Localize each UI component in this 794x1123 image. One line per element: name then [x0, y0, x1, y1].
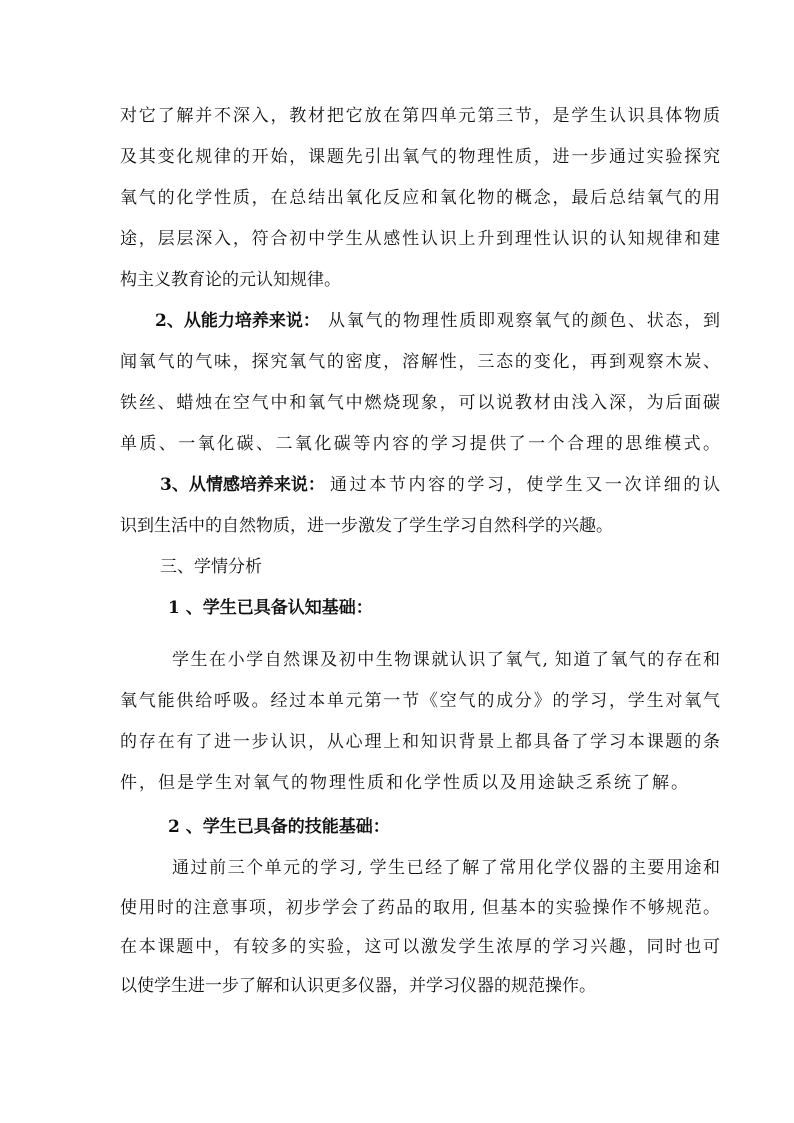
sub1-line-3: 的存在有了进一步认识，从心理上和知识背景上都具备了学习本课题的条	[120, 732, 720, 752]
sub2-line-3: 在本课题中，有较多的实验，这可以激发学生浓厚的学习兴趣，同时也可	[120, 937, 720, 957]
paragraph2-line-4: 单质、一氧化碳、二氧化碳等内容的学习提供了一个合理的思维模式。	[120, 434, 720, 454]
sub1-line-1: 学生在小学自然课及初中生物课就认识了氧气, 知道了氧气的存在和	[172, 650, 720, 670]
paragraph2-line-2: 闻氧气的气味，探究氧气的密度，溶解性，三态的变化，再到观察木炭、	[120, 352, 720, 372]
sub1-line-4: 件，但是学生对氧气的物理性质和化学性质以及用途缺乏系统了解。	[120, 773, 688, 793]
paragraph1-line-1: 对它了解并不深入，教材把它放在第四单元第三节，是学生认识具体物质	[120, 106, 720, 126]
paragraph3-line-2: 识到生活中的自然物质，进一步激发了学生学习自然科学的兴趣。	[120, 516, 613, 536]
sub2-line-4: 以使学生进一步了解和认识更多仪器，并学习仪器的规范操作。	[120, 976, 596, 996]
paragraph2-line-1: 从氧气的物理性质即观察氧气的颜色、状态，到	[328, 311, 720, 331]
sub2-title: 2 、学生已具备的技能基础：	[168, 817, 390, 837]
paragraph3-line-1: 通过本节内容的学习，使学生又一次详细的认	[330, 475, 720, 495]
section3-title: 三、学情分析	[160, 557, 262, 577]
paragraph1-line-3: 氧气的化学性质，在总结出氧化反应和氧化物的概念，最后总结氧气的用	[120, 188, 720, 208]
paragraph2-heading: 2、从能力培养来说：	[155, 311, 320, 331]
sub2-line-1: 通过前三个单元的学习, 学生已经了解了常用化学仪器的主要用途和	[172, 858, 720, 878]
paragraph2-line-3: 铁丝、蜡烛在空气中和氧气中燃烧现象，可以说教材由浅入深，为后面碳	[120, 393, 720, 413]
paragraph1-line-5: 构主义教育论的元认知规律。	[120, 270, 341, 290]
sub1-line-2: 氧气能供给呼吸。经过本单元第一节《空气的成分》的学习，学生对氧气	[120, 691, 720, 711]
sub1-title: 1 、学生已具备认知基础：	[168, 598, 373, 618]
sub2-line-2: 使用时的注意事项，初步学会了药品的取用, 但基本的实验操作不够规范。	[120, 898, 720, 918]
paragraph1-line-2: 及其变化规律的开始，课题先引出氧气的物理性质，进一步通过实验探究	[120, 147, 720, 167]
paragraph3-heading: 3、从情感培养来说：	[160, 475, 325, 495]
paragraph1-line-4: 途，层层深入，符合初中学生从感性认识上升到理性认识的认知规律和建	[120, 229, 720, 249]
